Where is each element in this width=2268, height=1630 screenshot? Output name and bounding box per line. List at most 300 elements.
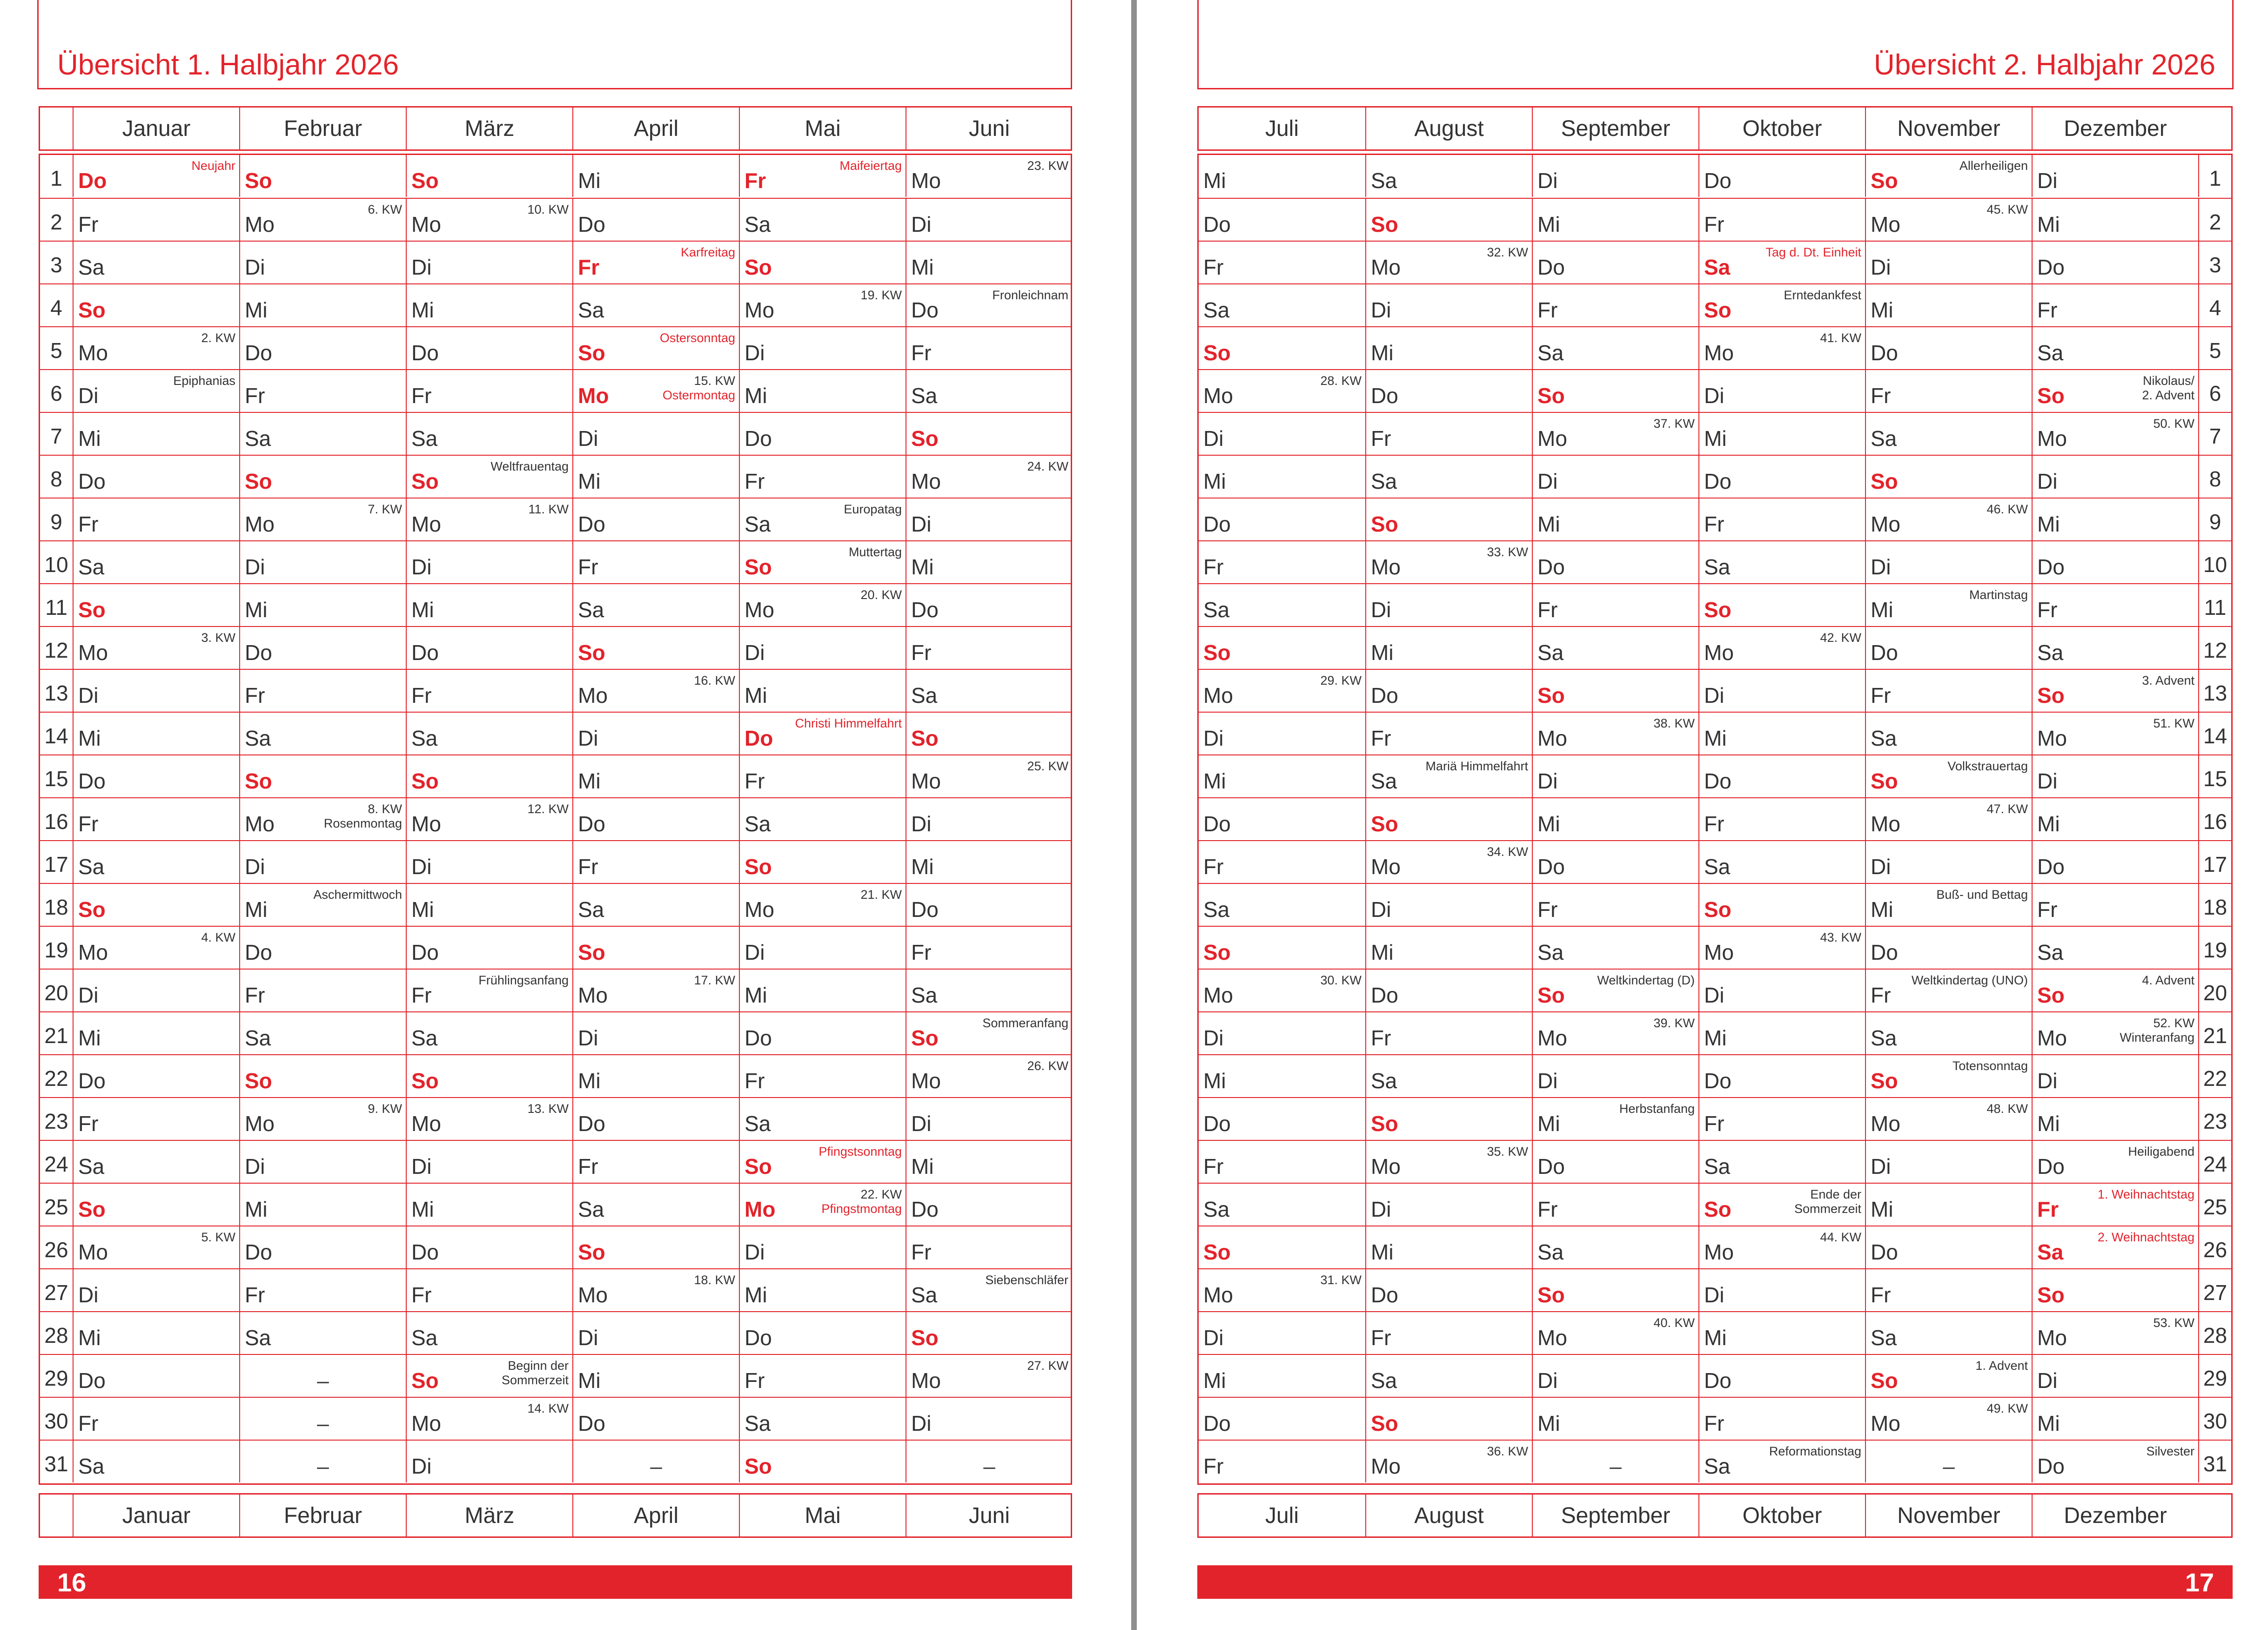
weekday-label: Fr — [411, 384, 432, 408]
day-cell — [1865, 1226, 2032, 1268]
weekday-label: Mo — [911, 168, 941, 193]
cell-note — [1784, 288, 1861, 303]
weekday-label: Mo — [1371, 1154, 1401, 1179]
day-number: 16 — [44, 809, 68, 834]
weekday-label: Di — [745, 940, 765, 964]
day-cell — [1532, 1184, 1698, 1226]
day-cell — [1532, 541, 1698, 583]
weekday-label: Fr — [911, 1240, 932, 1264]
weekday-label: Do — [78, 168, 107, 193]
day-row — [1199, 455, 2231, 498]
day-cell — [1365, 584, 1532, 626]
day-number: 5 — [2198, 327, 2231, 369]
day-cell — [1532, 841, 1698, 883]
cell-note — [1820, 331, 1861, 345]
cell-note — [1027, 759, 1068, 774]
day-cell — [1532, 498, 1698, 540]
weekday-label: Mi — [245, 1197, 268, 1221]
day-cell — [739, 498, 906, 540]
note-line: 35. KW — [1487, 1145, 1528, 1159]
cell-note — [1820, 631, 1861, 645]
day-cell — [1199, 1226, 1365, 1268]
cell-note — [478, 973, 569, 988]
cell-note — [191, 159, 235, 173]
day-number: 3 — [2198, 242, 2231, 283]
day-cell — [1365, 1355, 1532, 1397]
day-cell — [406, 370, 572, 412]
day-number: 26 — [44, 1238, 68, 1262]
day-number: 1 — [2198, 155, 2231, 197]
weekday-label: Di — [745, 640, 765, 665]
weekday-label: Mi — [745, 983, 767, 1007]
day-cell — [239, 413, 406, 455]
day-cell — [239, 456, 406, 498]
day-cell — [572, 627, 739, 669]
day-cell — [906, 927, 1072, 969]
day-number: 13 — [44, 681, 68, 705]
cell-note — [860, 288, 902, 303]
weekday-label: So — [411, 1368, 439, 1393]
cell-note — [1487, 845, 1528, 859]
weekday-label: Di — [78, 683, 99, 707]
day-number: 28 — [2198, 1312, 2231, 1354]
weekday-label: Di — [1704, 384, 1724, 408]
weekday-label: Mo — [745, 897, 774, 922]
day-cell — [73, 841, 239, 883]
day-cell — [739, 927, 906, 969]
weekday-label: So — [78, 598, 106, 622]
weekday-label: So — [911, 1326, 939, 1350]
cell-note — [1487, 1145, 1528, 1159]
day-cell — [406, 713, 572, 754]
note-line: 14. KW — [527, 1401, 569, 1415]
weekday-label: Sa — [911, 384, 938, 408]
weekday-label: Mi — [245, 897, 268, 922]
day-cell — [1865, 627, 2032, 669]
weekday-label: So — [2037, 683, 2065, 707]
day-cell — [739, 327, 906, 369]
weekday-label: So — [411, 469, 439, 493]
note-line: Totensonntag — [1952, 1059, 2028, 1073]
day-cell — [239, 798, 406, 840]
day-cell — [739, 670, 906, 712]
day-cell — [73, 1226, 239, 1268]
weekday-label: So — [1871, 168, 1898, 193]
day-cell — [1199, 970, 1365, 1011]
weekday-label: Mi — [411, 598, 434, 622]
day-cell — [2032, 413, 2198, 455]
cell-note — [2153, 417, 2194, 431]
day-cell — [2032, 242, 2198, 283]
weekday-label: Mi — [911, 555, 934, 579]
day-cell — [73, 413, 239, 455]
day-cell — [1698, 1141, 1865, 1183]
cell-note — [1487, 245, 1528, 260]
weekday-label: Do — [411, 341, 439, 365]
note-line: Silvester — [2146, 1444, 2194, 1458]
weekday-label: Fr — [1871, 683, 1891, 707]
day-cell — [572, 413, 739, 455]
weekday-label: Mo — [245, 812, 275, 836]
weekday-label: Sa — [411, 426, 438, 451]
day-row — [1199, 369, 2231, 412]
weekday-label: Sa — [578, 1197, 604, 1221]
weekday-label: Sa — [911, 983, 938, 1007]
weekday-label: Sa — [2037, 341, 2064, 365]
day-row — [1199, 198, 2231, 241]
day-cell — [1865, 155, 2032, 197]
day-cell — [572, 1398, 739, 1440]
weekday-label: Fr — [1704, 512, 1724, 536]
day-cell — [1698, 199, 1865, 241]
weekday-label: Mi — [78, 426, 101, 451]
day-cell — [1698, 1312, 1865, 1354]
day-cell — [2032, 670, 2198, 712]
cell-note — [173, 374, 235, 388]
day-cell — [1698, 541, 1865, 583]
day-cell — [1865, 1055, 2032, 1097]
day-cell — [406, 1184, 572, 1226]
weekday-label: Mi — [411, 897, 434, 922]
weekday-label: Mo — [411, 1111, 441, 1136]
day-cell — [1865, 1141, 2032, 1183]
day-cell — [572, 242, 739, 283]
month-name-5: Mai — [739, 1495, 906, 1536]
day-row — [1199, 1183, 2231, 1226]
day-cell — [73, 798, 239, 840]
day-cell — [572, 970, 739, 1011]
weekday-label: Di — [2037, 769, 2058, 793]
note-line: 44. KW — [1820, 1230, 1861, 1244]
day-cell — [572, 327, 739, 369]
weekday-label: Mi — [1871, 1197, 1893, 1221]
day-row — [40, 155, 1071, 198]
day-cell — [73, 327, 239, 369]
cell-note — [313, 888, 402, 902]
day-cell — [1698, 1184, 1865, 1226]
cell-note — [2142, 674, 2194, 688]
day-number: 20 — [44, 981, 68, 1005]
day-cell — [739, 199, 906, 241]
weekday-label: So — [78, 298, 106, 322]
weekday-label: Fr — [1537, 298, 1558, 322]
weekday-label: Di — [1371, 1197, 1391, 1221]
weekday-label: Do — [2037, 1454, 2065, 1478]
right-month-header-top — [1197, 106, 2233, 151]
note-line: 5. KW — [201, 1230, 235, 1244]
weekday-label: Fr — [745, 769, 765, 793]
weekday-label: Mo — [2037, 1326, 2067, 1350]
note-line: 45. KW — [1986, 202, 2028, 216]
cell-note — [1947, 759, 2028, 774]
weekday-label: Mi — [911, 255, 934, 279]
day-row — [40, 1268, 1071, 1311]
day-cell — [1365, 1312, 1532, 1354]
day-cell — [739, 841, 906, 883]
note-line: 4. Advent — [2142, 973, 2194, 987]
cell-note — [2146, 1444, 2194, 1459]
day-number: 9 — [2198, 498, 2231, 540]
weekday-label: Mi — [1871, 897, 1893, 922]
day-cell — [239, 1184, 406, 1226]
month-name-5: Mai — [739, 108, 906, 149]
day-cell — [2032, 1141, 2198, 1183]
weekday-label: Fr — [578, 555, 598, 579]
weekday-label: – — [317, 1454, 329, 1478]
day-number: 11 — [45, 595, 67, 620]
weekday-label: Mo — [1537, 726, 1567, 750]
day-number: 13 — [2198, 670, 2231, 712]
weekday-label: Fr — [1371, 426, 1391, 451]
note-line: 31. KW — [1320, 1273, 1362, 1287]
day-row — [40, 1397, 1071, 1440]
weekday-label: Di — [1704, 683, 1724, 707]
weekday-label: – — [650, 1454, 662, 1478]
note-line: Weltkindertag (UNO) — [1911, 973, 2028, 987]
day-cell — [1199, 884, 1365, 926]
day-cell — [572, 456, 739, 498]
weekday-label: Fr — [911, 640, 932, 665]
note-line: 25. KW — [1027, 759, 1068, 773]
day-cell — [239, 670, 406, 712]
weekday-label: Mo — [1371, 1454, 1401, 1478]
note-line: 30. KW — [1320, 973, 1362, 987]
day-cell — [1865, 284, 2032, 326]
weekday-label: Mi — [1704, 426, 1727, 451]
weekday-label: Di — [1537, 469, 1558, 493]
cell-note — [1027, 1359, 1068, 1373]
day-row — [40, 840, 1071, 883]
note-line: 1. Advent — [1975, 1359, 2028, 1373]
month-name-1: Januar — [73, 108, 239, 149]
weekday-label: Sa — [78, 1154, 105, 1179]
weekday-label: Mi — [578, 1069, 601, 1093]
day-cell — [572, 1184, 739, 1226]
weekday-label: Di — [1203, 1026, 1224, 1050]
day-cell — [1698, 927, 1865, 969]
weekday-label: Mo — [745, 1197, 776, 1221]
cell-note — [1820, 1230, 1861, 1245]
weekday-label: Mo — [1704, 940, 1734, 964]
day-cell — [406, 1312, 572, 1354]
weekday-label: Di — [1871, 855, 1891, 879]
day-cell — [73, 1012, 239, 1054]
weekday-label: Do — [245, 640, 272, 665]
day-cell — [1865, 370, 2032, 412]
day-cell — [906, 498, 1072, 540]
note-line: 49. KW — [1986, 1401, 2028, 1415]
day-cell — [572, 199, 739, 241]
weekday-label: Mo — [911, 1069, 941, 1093]
weekday-label: Fr — [745, 469, 765, 493]
weekday-label: Fr — [2037, 1197, 2059, 1221]
weekday-label: Mi — [1203, 769, 1226, 793]
day-cell — [1199, 199, 1365, 241]
weekday-label: Fr — [1371, 1026, 1391, 1050]
month-name-6: Juni — [906, 1495, 1072, 1536]
day-cell — [1698, 755, 1865, 797]
day-cell — [1865, 1398, 2032, 1440]
day-cell — [1865, 1312, 2032, 1354]
day-cell — [906, 627, 1072, 669]
weekday-label: Sa — [1371, 1368, 1397, 1393]
weekday-label: Mi — [1537, 1411, 1560, 1435]
note-line: 7. KW — [368, 502, 402, 516]
weekday-label: Do — [1537, 555, 1565, 579]
weekday-label: Do — [1704, 469, 1731, 493]
day-cell — [239, 541, 406, 583]
note-line: 11. KW — [528, 502, 569, 516]
day-number: 8 — [50, 467, 62, 491]
weekday-label: Sa — [245, 1026, 271, 1050]
day-cell — [239, 841, 406, 883]
day-cell — [739, 884, 906, 926]
day-cell — [73, 1098, 239, 1140]
weekday-label: Mo — [578, 1283, 608, 1307]
note-line: 34. KW — [1487, 845, 1528, 859]
day-cell — [1865, 1098, 2032, 1140]
cell-note — [201, 1230, 235, 1245]
day-cell — [1865, 1355, 2032, 1397]
day-cell — [1865, 755, 2032, 797]
weekday-label: Mi — [1203, 469, 1226, 493]
weekday-label: Do — [1371, 384, 1398, 408]
note-line: Martinstag — [1969, 588, 2028, 602]
weekday-label: Sa — [1704, 555, 1731, 579]
day-number: 1 — [50, 166, 62, 190]
day-cell — [1199, 755, 1365, 797]
day-cell — [739, 798, 906, 840]
month-name-6: Dezember — [2032, 1495, 2198, 1536]
cell-note — [839, 159, 902, 173]
weekday-label: Di — [1203, 1326, 1224, 1350]
day-number: 20 — [2198, 970, 2231, 1011]
day-cell — [239, 1226, 406, 1268]
day-cell — [572, 927, 739, 969]
day-cell — [2032, 798, 2198, 840]
cell-note — [1619, 1102, 1695, 1116]
day-row — [40, 669, 1071, 712]
day-cell — [406, 755, 572, 797]
weekday-label: Do — [745, 726, 773, 750]
day-number: 24 — [2198, 1141, 2231, 1183]
weekday-label: Do — [1203, 212, 1231, 236]
weekday-label: Sa — [1871, 426, 1897, 451]
note-line: 2. KW — [201, 331, 235, 345]
weekday-label: Sa — [1537, 1240, 1564, 1264]
weekday-label: Mi — [1371, 640, 1394, 665]
day-cell — [906, 584, 1072, 626]
weekday-label: Sa — [578, 598, 604, 622]
weekday-label: Sa — [578, 298, 604, 322]
weekday-label: Di — [411, 255, 432, 279]
day-cell — [1698, 627, 1865, 669]
weekday-label: So — [1704, 298, 1731, 322]
cell-note — [1986, 802, 2028, 816]
day-cell — [572, 541, 739, 583]
day-cell — [739, 1312, 906, 1354]
day-number: 27 — [44, 1280, 68, 1305]
cell-note — [1975, 1359, 2028, 1373]
month-name-1: Januar — [73, 1495, 239, 1536]
weekday-label: Mo — [1704, 341, 1734, 365]
weekday-label: Di — [1537, 1368, 1558, 1393]
note-line: 40. KW — [1653, 1316, 1695, 1330]
day-cell — [406, 798, 572, 840]
day-cell — [739, 541, 906, 583]
day-cell — [1698, 456, 1865, 498]
cell-note — [527, 202, 569, 217]
weekday-label: So — [1371, 1111, 1398, 1136]
day-cell — [1865, 327, 2032, 369]
cell-note — [1986, 1401, 2028, 1416]
weekday-label: Di — [1203, 426, 1224, 451]
note-line: 53. KW — [2153, 1316, 2194, 1330]
left-day-grid — [39, 154, 1072, 1485]
day-cell — [239, 1098, 406, 1140]
cell-note — [528, 502, 569, 517]
note-line: Pfingstsonntag — [819, 1145, 902, 1159]
right-title-box — [1197, 0, 2234, 89]
weekday-label: Do — [2037, 255, 2065, 279]
weekday-label: Mo — [1203, 683, 1233, 707]
weekday-label: Mo — [1871, 212, 1900, 236]
note-line: 26. KW — [1027, 1059, 1068, 1073]
day-cell — [1532, 884, 1698, 926]
weekday-label: Mi — [745, 384, 767, 408]
weekday-label: Do — [78, 1069, 106, 1093]
weekday-label: Sa — [2037, 940, 2064, 964]
weekday-label: Mo — [411, 812, 441, 836]
weekday-label: Sa — [745, 1111, 771, 1136]
weekday-label: Di — [578, 426, 598, 451]
cell-note — [527, 802, 569, 816]
weekday-label: So — [245, 168, 272, 193]
weekday-label: So — [911, 1026, 939, 1050]
note-line-2: Sommerzeit — [1794, 1202, 1861, 1216]
day-cell — [73, 1355, 239, 1397]
note-line: Weltfrauentag — [490, 459, 569, 473]
weekday-label: Mo — [1537, 1026, 1567, 1050]
weekday-label: Sa — [1371, 469, 1397, 493]
day-cell — [73, 284, 239, 326]
day-cell — [739, 1355, 906, 1397]
day-cell — [1199, 1141, 1365, 1183]
day-row — [1199, 754, 2231, 797]
weekday-label: Mo — [411, 512, 441, 536]
weekday-label: Do — [578, 812, 605, 836]
weekday-label: Do — [745, 426, 772, 451]
day-cell — [406, 155, 572, 197]
weekday-label: Fr — [1203, 1154, 1224, 1179]
weekday-label: Fr — [1371, 726, 1391, 750]
day-row — [1199, 1140, 2231, 1183]
day-number: 23 — [44, 1109, 68, 1133]
note-line: 52. KW — [2153, 1016, 2194, 1030]
day-cell — [906, 1398, 1072, 1440]
weekday-label: Mo — [1704, 1240, 1734, 1264]
day-number: 4 — [2198, 284, 2231, 326]
cell-note — [1320, 374, 1362, 388]
note-line: 27. KW — [1027, 1359, 1068, 1373]
day-cell — [1865, 413, 2032, 455]
weekday-label: So — [1371, 512, 1398, 536]
note-line: Erntedankfest — [1784, 288, 1861, 302]
weekday-label: Mo — [78, 341, 108, 365]
weekday-label: Mo — [1371, 555, 1401, 579]
weekday-label: Fr — [1537, 1197, 1558, 1221]
day-cell — [572, 841, 739, 883]
